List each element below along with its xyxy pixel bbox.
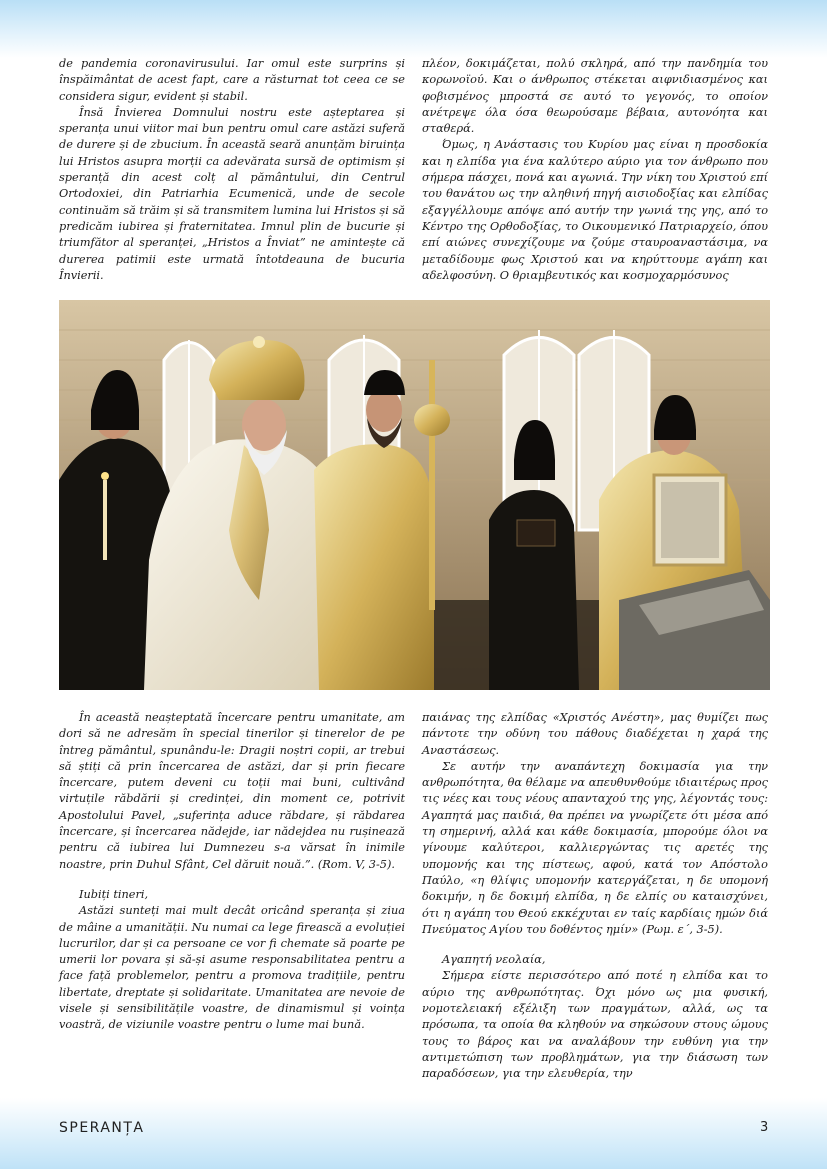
paragraph: de pandemia coronavirusului. Iar omul este surprins și înspăimântat de acest fapt, care a răsturnat tot ceea ce se considera sigur, evident și stabil. — [59, 57, 405, 103]
column-top-right — [422, 56, 768, 284]
column-bottom-right — [422, 710, 768, 1083]
paragraph: Iubiți tineri, — [79, 887, 149, 901]
photo-illustration — [59, 300, 770, 690]
top-decorative-band — [0, 0, 827, 58]
paragraph: Σε αυτήν την αναπάντεχη δοκιμασία για την ανθρωπότητα, θα θέλαμε να απευθυνθούμε ιδιαιτέρως προς τις νέες και τους νέους απανταχού της γης, λέγοντάς τους: Αγαπητά μας παιδιά, θα πρέπει να γνωρίζετε ότι μέσα από τη σημερινή, αλλά και κάθε δοκιμασία, μπορούμε όλοι να γίνουμε καλύτεροι, καλλιεργώντας τις αρετές της υπομονής και της πίστεως, αφού, κατά τον Απόστολο Παύλο, «η θλίψις υπομονήν κατεργάζεται, η δε υπομονή δοκιμήν, η δε δοκιμή ελπίδα, η δε ελπίς ου καταισχύνει, ότι η αγάπη του Θεού εκκέχυται εν ταίς καρδίαις ημών διά Πνεύματος Αγίου του δοθέντος ημίν» (Ρωμ. ε΄, 3-5). — [422, 759, 768, 936]
paragraph: πλέον, δοκιμάζεται, πολύ σκληρά, από την πανδημία του κορωνοϊού. Και ο άνθρωπος στέκεται αιφνιδιασμένος και φοβισμένος μπροστά σε αυτό το γεγονός, το οποίον ανέτρεψε όλα όσα θεωρούσαμε βέβαια, αυτονόητα και σταθερά. — [422, 57, 768, 136]
paragraph: παιάνας της ελπίδας «Χριστός Ανέστη», μας θυμίζει πως πάντοτε την οδύνη του πάθους διαδέχεται η χαρά της Αναστάσεως. — [422, 711, 768, 757]
column-bottom-left — [59, 710, 405, 1034]
publication-title: SPERANȚA — [59, 1120, 145, 1136]
paragraph: Αγαπητή νεολαία, — [442, 953, 546, 967]
paragraph: Σήμερα είστε περισσότερο από ποτέ η ελπίδα και το αύριο της ανθρωπότητας. Όχι μόνο ως μια φυσική, νομοτελειακή εξέλιξη των πραγμάτων, αλλά, ως τα πρόσωπα, τα οποία θα κληθούν να σηκώσουν στους ώμους τους το βάρος και να αναλάβουν την ευθύνη για την αντιμετώπιση των προβλημάτων, για την διάσωση των παραδόσεων, για την ελευθερία, την — [422, 969, 768, 1081]
paragraph: Astăzi sunteți mai mult decât oricând speranța și ziua de mâine a umanității. Nu numai ca lege firească a evoluției lucrurilor, dar și ca persoane ce vor fi chemate să poarte pe umerii lor povara și să-și asume responsabilitatea pentru a face față problemelor, pentru a promova tradițiile, pentru libertate, dreptate și solidaritate. Umanitatea are nevoie de visele și sensibilitățile voastre, de dinamismul și voința voastră, de viziunile voastre pentru o lume mai bună. — [59, 904, 405, 1032]
column-top-left — [59, 56, 405, 284]
paragraph: Însă Învierea Domnului nostru este așteptarea și speranța unui viitor mai bun pentru omul care astăzi suferă de durere și de zbucium. În această seară anunțăm biruința lui Hristos asupra morții ca adevărata sursă de optimism și speranță din acest colț al pământului, din Centrul Ortodoxiei, din Patriarhia Ecumenică, unde de secole continuăm să trăim și să transmitem lumina lui Hristos și să predicăm iubirea și fraternitatea. Imnul plin de bucurie și triumfător al speranței, „Hristos a Înviat” ne amintește că durerea patimii este urmată întotdeauna de bucuria Învierii. — [59, 105, 405, 282]
ceremony-photo — [59, 300, 770, 690]
paragraph: Όμως, η Ανάστασις του Κυρίου μας είναι η προσδοκία και η ελπίδα για ένα καλύτερο αύριο για τον άνθρωπο που σήμερα πάσχει, πονά και αγωνιά. Την νίκη του Χριστού επί του θανάτου ως την αληθινή πηγή αισιοδοξίας και ελπίδας εξαγγέλλουμε απόψε από αυτήν την γωνιά της γης, από το Κέντρο της Ορθοδοξίας, το Οικουμενικό Πατριαρχείο, όπου επί αιώνες συνεχίζουμε να ζούμε σταυροαναστάσιμα, να μεταδίδουμε φως Χριστού και να κηρύττουμε αγάπη και αδελφοσύνη. Ο θριαμβευτικός και κοσμοχαρμόσυνος — [422, 138, 768, 282]
page-number: 3 — [760, 1120, 769, 1135]
paragraph: În această neașteptată încercare pentru umanitate, am dori să ne adresăm în special tinerilor și tinerelor de pe întreg pământul, spunându-le: Dragii noștri copii, ar trebui să știți că prin încercarea de astăzi, dar și prin fiecare încercare, putem deveni cu toții mai buni, cultivând virtuțile răbdării și credinței, din moment ce, potrivit Apostolului Pavel, „suferința aduce răbdare, și răbdarea încercare, și încercarea nădejde, iar nădejdea nu rușinează pentru că iubirea lui Dumnezeu s-a vărsat în inimile noastre, prin Duhul Sfânt, Cel dăruit nouă.”. (Rom. V, 3-5). — [59, 711, 405, 871]
